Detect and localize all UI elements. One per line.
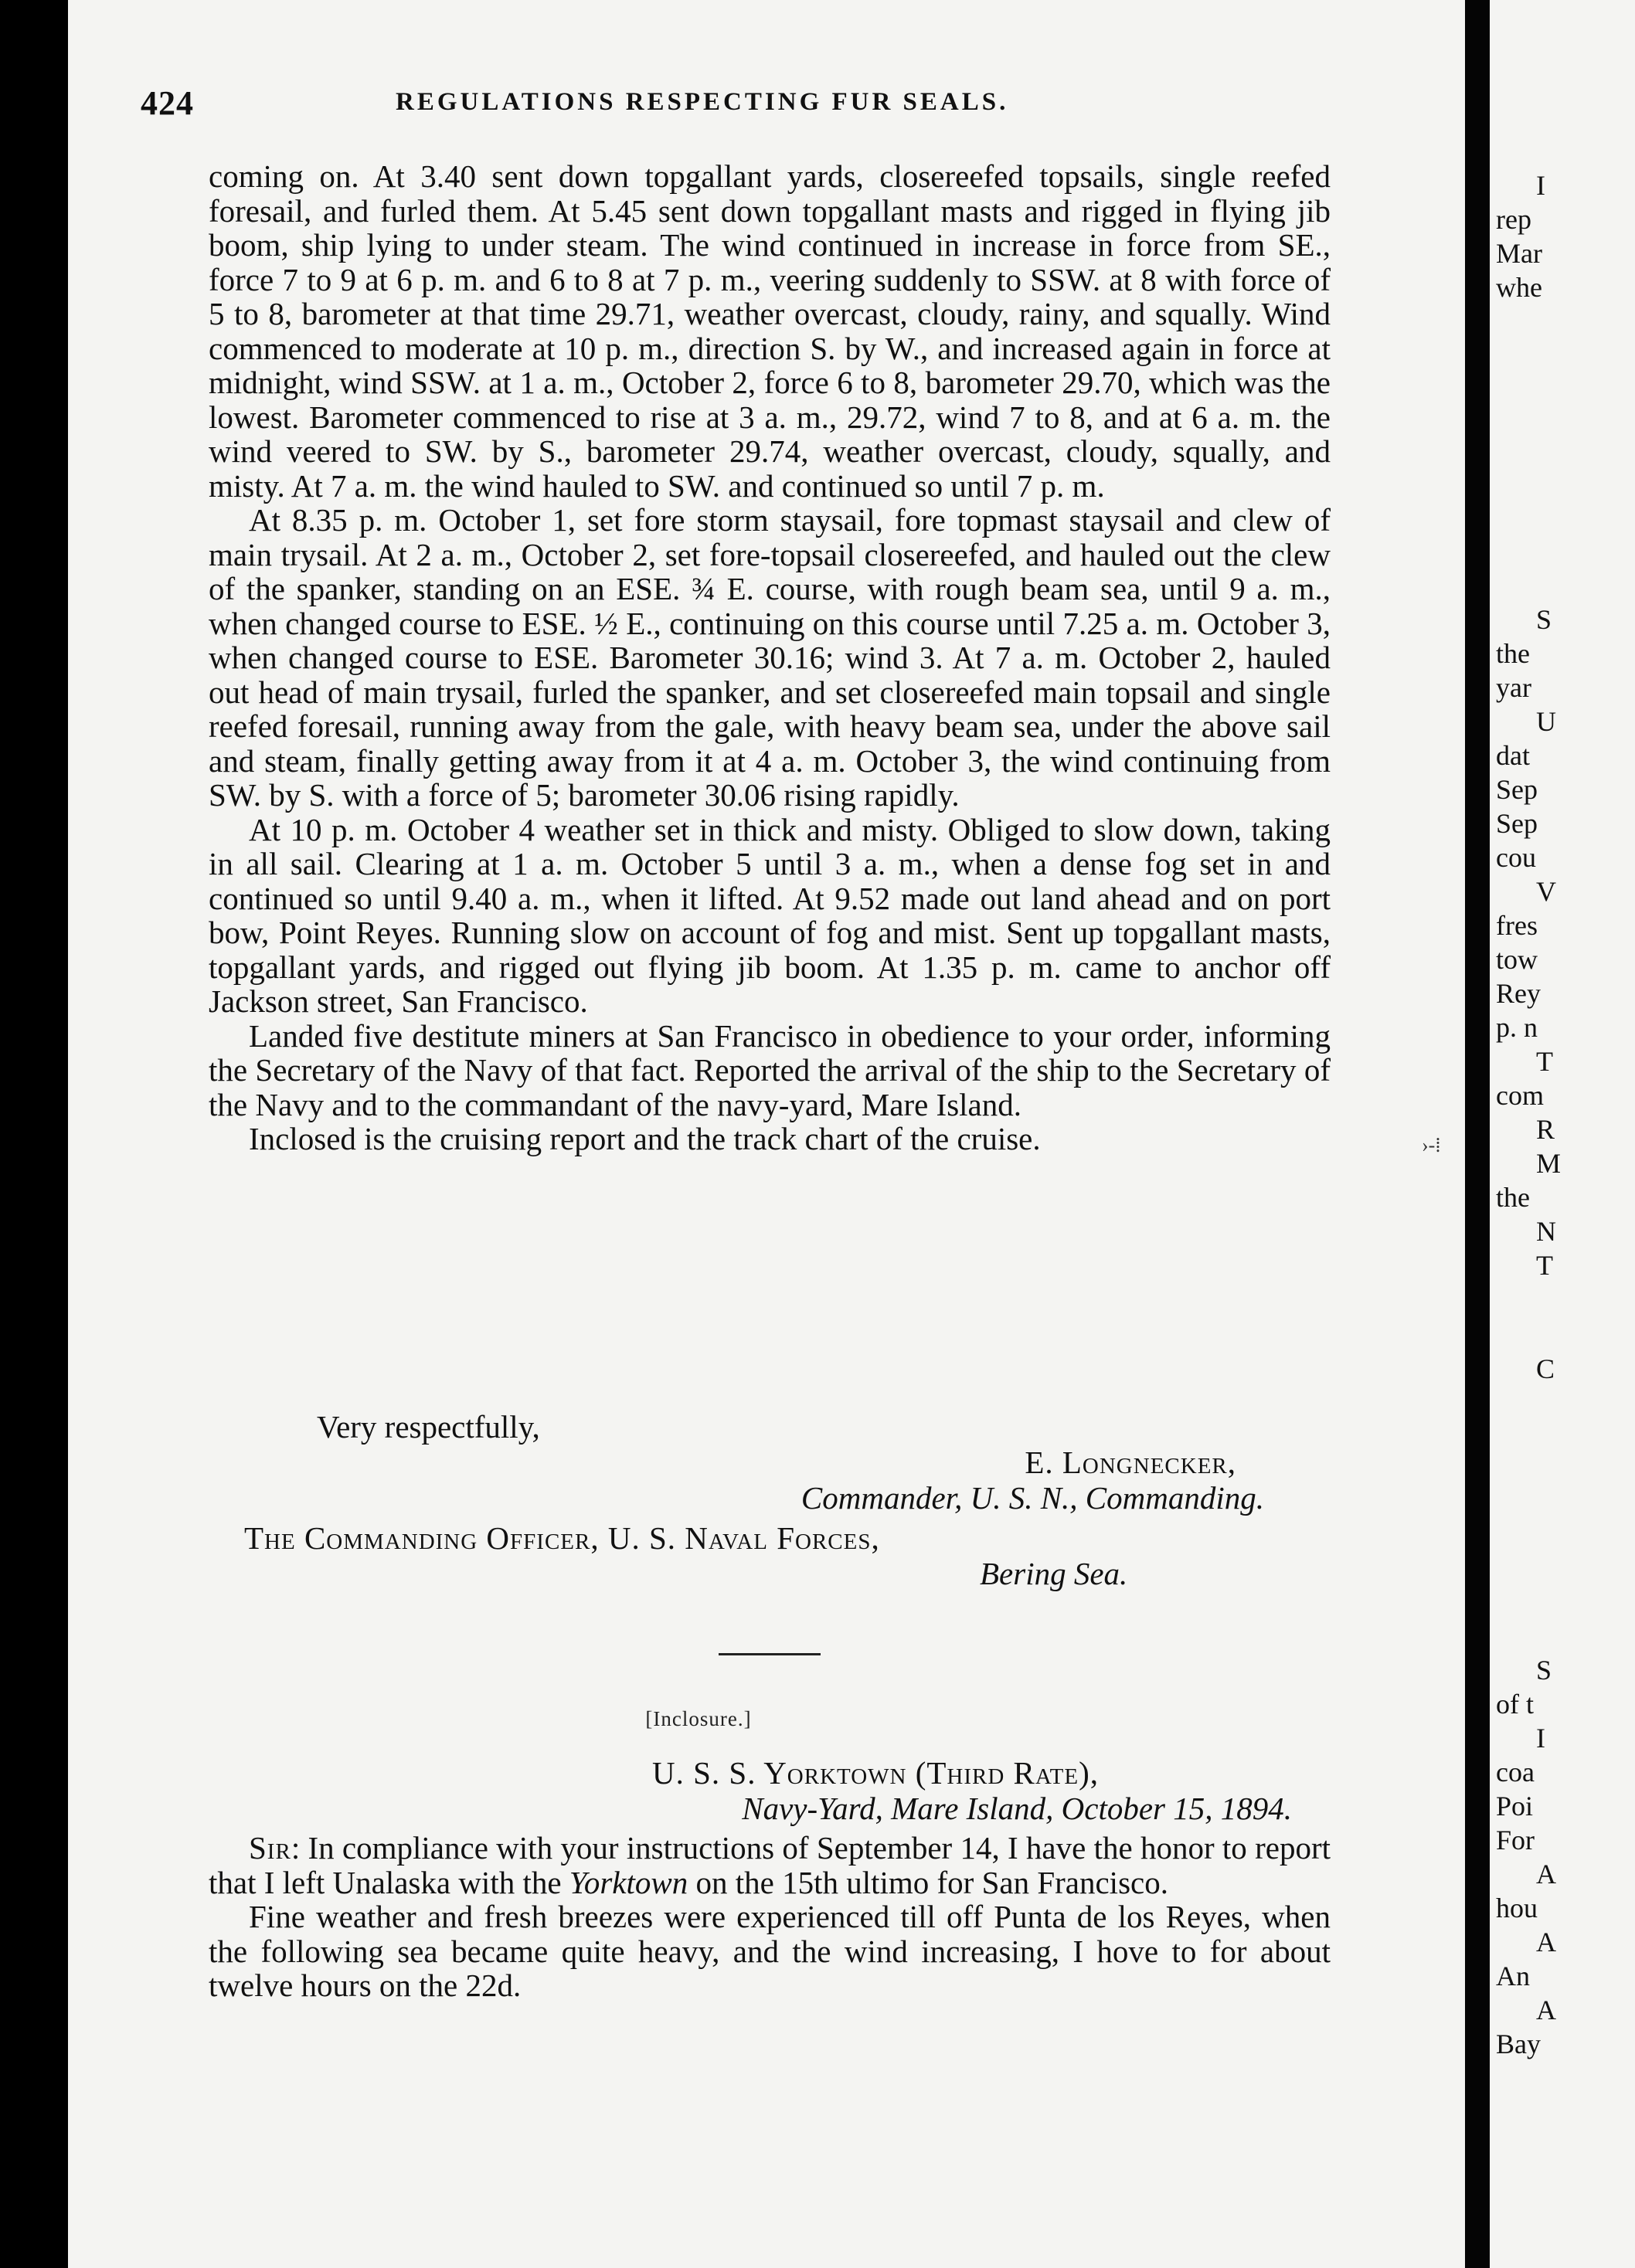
letter-closing	[209, 1409, 1331, 1591]
paragraph-2: At 8.35 p. m. October 1, set fore storm staysail, fore topmast staysail and clew of main trysail. At 2 a. m., October 2, set fore-topsail closereefed, and hauled out the clew of the spanker, standing on an ESE. ¾ E. course, with rough beam sea, until 9 a. m., when changed course to ESE. ½ E., continuing on this course until 7.25 a. m. October 3, when changed course to ESE. Barometer 30.16; wind 3. At 7 a. m. October 2, hauled out head of main trysail, furled the spanker, and set closereefed main topsail and single reefed foresail, running away from the gale, with heavy beam sea, under the above sail and steam, finally getting away from it at 4 a. m. October 3, the wind continuing from SW. by S. with a force of 5; barometer 30.06 rising rapidly.	[209, 502, 1331, 813]
facing-page-fragment: I	[1536, 1723, 1545, 1754]
facing-page-fragment: R	[1536, 1114, 1555, 1145]
enclosure-text-1b: on the 15th ultimo for San Francisco.	[688, 1864, 1168, 1900]
section-divider	[719, 1653, 821, 1655]
facing-page-fragment: T	[1536, 1250, 1553, 1281]
enclosure-letter	[209, 1755, 1331, 2003]
facing-page-fragment: yar	[1496, 672, 1531, 703]
facing-page-fragment: of t	[1496, 1689, 1534, 1720]
paragraph-4: Landed five destitute miners at San Francisco in obedience to your order, informing the Secretary of the Navy of that fact. Reported the arrival of the ship to the Secretary of the Navy and to the commandant of the navy-yard, Mare Island.	[209, 1017, 1331, 1122]
facing-page-fragment: An	[1496, 1961, 1530, 1991]
enclosure-paragraph-1	[209, 1831, 1331, 1900]
facing-page-fragment: C	[1536, 1353, 1555, 1384]
facing-page-fragment: M	[1536, 1148, 1562, 1179]
addressee-line-2: Bering Sea.	[980, 1556, 1128, 1591]
facing-page-fragment: T	[1536, 1046, 1553, 1077]
signature-name: E. Longnecker,	[1025, 1445, 1236, 1480]
paragraph-3: At 10 p. m. October 4 weather set in thick and misty. Obliged to slow down, taking in all sail. Clearing at 1 a. m. October 5 until 3 a. m., when a dense fog set in and continued so until 9.40 a. m., when it lifted. At 9.52 made out land ahead and on port bow, Point Reyes. Running slow on account of fog and mist. Sent up topgallant masts, topgallant yards, and rigged out flying jib boom. At 1.35 p. m. came to anchor off Jackson street, San Francisco.	[209, 811, 1331, 1019]
facing-page-edge	[1490, 0, 1635, 2268]
salutation: Sir	[249, 1830, 291, 1866]
facing-page-fragment: hou	[1496, 1893, 1538, 1923]
facing-page-fragment: I	[1536, 170, 1545, 201]
facing-page-fragment: S	[1536, 1655, 1552, 1686]
facing-page-fragment: Mar	[1496, 238, 1542, 269]
addressee-line-1: The Commanding Officer, U. S. Naval Forces,	[244, 1520, 880, 1556]
facing-page-fragment: Poi	[1496, 1791, 1534, 1822]
facing-page-fragment: coa	[1496, 1757, 1535, 1788]
facing-page-fragment: com	[1496, 1080, 1544, 1111]
facing-page-fragment: dat	[1496, 740, 1530, 771]
running-title: REGULATIONS RESPECTING FUR SEALS.	[396, 88, 1009, 116]
facing-page-fragment: A	[1536, 1995, 1556, 2025]
facing-page-fragment: whe	[1496, 272, 1542, 303]
facing-page-fragment: A	[1536, 1927, 1556, 1957]
facing-page-fragment: cou	[1496, 842, 1536, 873]
facing-page-fragment: Rey	[1496, 978, 1541, 1009]
facing-page-fragment: tow	[1496, 944, 1538, 975]
facing-page-fragment: Sep	[1496, 808, 1538, 839]
enclosure-label: [Inclosure.]	[645, 1707, 752, 1730]
facing-page-fragment: A	[1536, 1859, 1556, 1889]
facing-page-fragment: fres	[1496, 910, 1538, 941]
facing-page-fragment: S	[1536, 604, 1552, 635]
facing-page-fragment: the	[1496, 1182, 1530, 1213]
facing-page-fragment: p. n	[1496, 1012, 1538, 1043]
facing-page-fragment: rep	[1496, 204, 1531, 235]
page-header	[141, 83, 1331, 127]
facing-page-fragment: Bay	[1496, 2029, 1541, 2059]
page-number: 424	[141, 84, 194, 122]
facing-page-fragment: the	[1496, 638, 1530, 669]
facing-page-fragment: For	[1496, 1825, 1535, 1855]
facing-page-fragment: V	[1536, 876, 1556, 907]
enclosure-text-1a: : In compliance with your instructions of September 14, I have the honor to report that I left Unalaska with the	[209, 1830, 1331, 1900]
letter-body	[209, 159, 1331, 1156]
facing-page-fragment: N	[1536, 1216, 1556, 1247]
stray-mark: ›-⁞	[1422, 1134, 1441, 1156]
place-date-line: Navy-Yard, Mare Island, October 15, 1894.	[742, 1791, 1292, 1826]
paragraph-5: Inclosed is the cruising report and the track chart of the cruise.	[249, 1121, 1041, 1156]
valediction: Very respectfully,	[317, 1409, 540, 1445]
binding-gutter	[1465, 0, 1490, 2268]
enclosure-paragraph-2: Fine weather and fresh breezes were experienced till off Punta de los Reyes, when the following sea became quite heavy, and the wind increasing, I hove to for about twelve hours on the 22d.	[209, 1899, 1331, 2003]
facing-page-fragment: Sep	[1496, 774, 1538, 805]
paragraph-1: coming on. At 3.40 sent down topgallant yards, closereefed topsails, single reefed foresail, and furled them. At 5.45 sent down topgallant masts and rigged in flying jib boom, ship lying to under steam. The wind continued in increase in force from SE., force 7 to 9 at 6 p. m. and 6 to 8 at 7 p. m., veering suddenly to SSW. at 8 with force of 5 to 8, barometer at that time 29.71, weather overcast, cloudy, rainy, and squally. Wind commenced to moderate at 10 p. m., direction S. by W., and increased again in force at midnight, wind SSW. at 1 a. m., October 2, force 6 to 8, barometer 29.70, which was the lowest. Barometer commenced to rise at 3 a. m., 29.72, wind 7 to 8, and at 6 a. m. the wind veered to SW. by S., barometer 29.74, weather overcast, cloudy, squally, and misty. At 7 a. m. the wind hauled to SW. and continued so until 7 p. m.	[209, 158, 1331, 504]
scan-left-border	[0, 0, 68, 2268]
ship-name: Yorktown	[569, 1864, 688, 1900]
signature-title: Commander, U. S. N., Commanding.	[801, 1480, 1264, 1516]
ship-line: U. S. S. Yorktown (Third Rate),	[652, 1755, 1099, 1791]
facing-page-fragment: U	[1536, 706, 1556, 737]
